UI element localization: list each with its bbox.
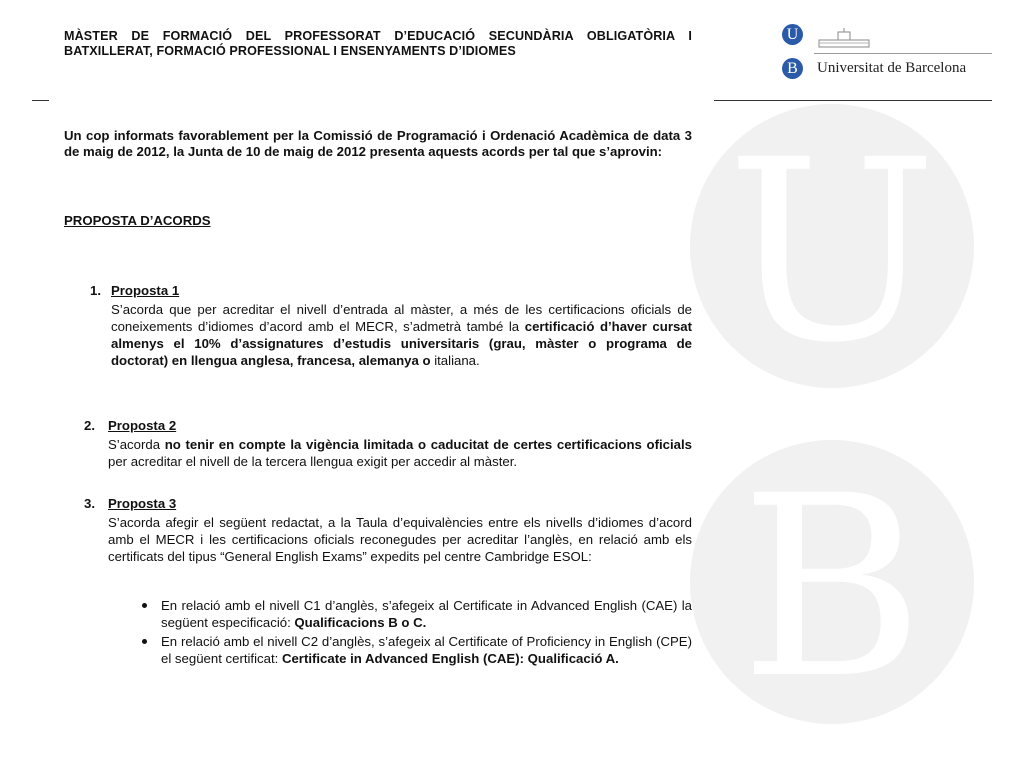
proposal-1-body [111, 301, 692, 369]
bullet-icon [142, 639, 147, 644]
logo-b-badge: B [782, 58, 803, 79]
document-title: MÀSTER DE FORMACIÓ DEL PROFESSORAT D’EDUCACIÓ SECUNDÀRIA OBLIGATÒRIA I BATXILLERAT, FORMACIÓ PROFESSIONAL I ENSENYAMENTS D’IDIOMES [64, 29, 692, 58]
bullet-2-bold: Certificate in Advanced English (CAE): Qualificació A. [281, 651, 619, 666]
proposal-1-number: 1. [90, 283, 101, 298]
building-icon [818, 26, 870, 50]
proposal-3-title: Proposta 3 [108, 496, 177, 511]
header-rule-left [32, 100, 49, 101]
proposal-3-body: S’acorda afegir el següent redactat, a la Taula d’equivalències entre els nivells d’idiomes d’acord amb el MECR i les certificacions oficials reconegudes per acreditar l’anglès, en relació amb els certificats del tipus “General English Exams” expedits pel centre Cambridge ESOL: [108, 515, 692, 564]
svg-text:B: B [740, 442, 924, 733]
header-rule-right [714, 100, 992, 101]
university-name: Universitat de Barcelona [817, 60, 967, 76]
proposal-3-bullets [138, 597, 692, 669]
proposal-1-title: Proposta 1 [111, 283, 180, 298]
proposal-2-number: 2. [84, 418, 95, 433]
bullet-icon [142, 603, 147, 608]
proposal-2-text-b: per acreditar el nivell de la tercera llengua exigit per accedir al màster. [108, 454, 518, 469]
intro-paragraph: Un cop informats favorablement per la Comissió de Programació i Ordenació Acadèmica de data 3 de maig de 2012, la Junta de 10 de maig de 2012 presenta aquests acords per tal que s’aprovin: [64, 128, 692, 159]
list-item [138, 597, 692, 631]
proposal-1-text-a: S’acorda que per acreditar el nivell d’entrada al màster, a més de les certificacions oficials de coneixements d’idiomes d’acord amb el MECR, s’admetrà també la [111, 302, 692, 334]
proposal-2-body [108, 436, 692, 470]
university-logo [782, 22, 994, 84]
list-item [138, 633, 692, 667]
bullet-1-bold: Qualificacions B o C. [294, 615, 427, 630]
proposal-2-title: Proposta 2 [108, 418, 177, 433]
section-heading: PROPOSTA D’ACORDS [64, 213, 211, 228]
bullet-2-text: En relació amb el nivell C2 d’anglès, s’afegeix al Certificate of Proficiency in English (CPE) el següent certificat: [161, 634, 692, 666]
logo-divider [814, 53, 992, 54]
bullet-1-text: En relació amb el nivell C1 d’anglès, s’afegeix al Certificate in Advanced English (CAE) la següent especificació: [161, 598, 692, 630]
proposal-1-bold: certificació d’haver cursat almenys el 10% d’assignatures d’estudis universitaris (grau, màster o programa de doctorat) en llengua anglesa, francesa, alemanya o [111, 319, 693, 368]
proposal-3-number: 3. [84, 496, 95, 511]
svg-text:U: U [726, 106, 938, 397]
logo-u-badge: U [782, 24, 803, 45]
proposal-1-text-b: italiana. [430, 353, 480, 368]
proposal-2-bold: no tenir en compte la vigència limitada o caducitat de certes certificacions oficials [164, 437, 692, 452]
proposal-2-text-a: S’acorda [108, 437, 165, 452]
